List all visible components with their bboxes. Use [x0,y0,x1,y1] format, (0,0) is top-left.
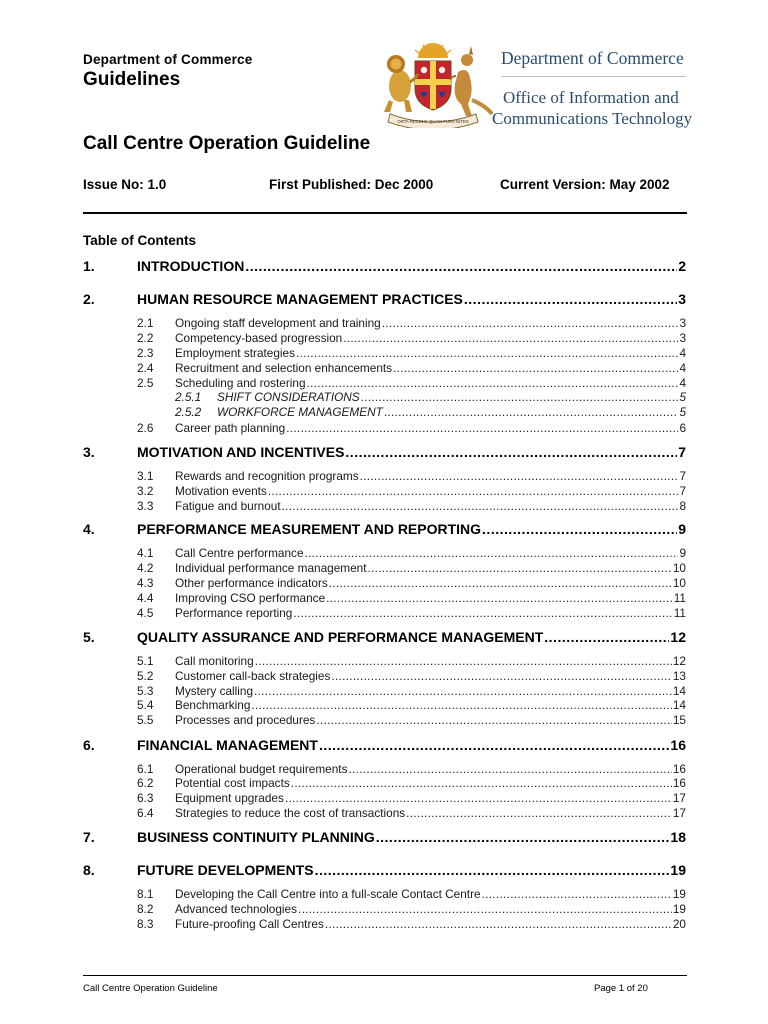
toc-entry-number: 6.4 [137,806,154,820]
toc-dot-leader [360,469,679,483]
toc-entry-title: Potential cost impacts [175,776,290,790]
toc-section-entry[interactable] [83,862,686,880]
toc-dot-leader [343,331,678,345]
toc-dot-leader [307,376,679,390]
toc-dot-leader [464,291,677,307]
toc-dot-leader [482,887,672,901]
toc-entry-page: 19 [672,902,686,916]
toc-entry-page: 14 [672,698,686,712]
toc-entry-page: 3 [678,291,686,307]
toc-subsection-entry[interactable] [137,902,686,917]
toc-dot-leader [319,737,669,753]
toc-section-entry[interactable] [83,444,686,462]
toc-subsection-entry[interactable] [137,346,686,361]
lion-supporter-icon [384,55,418,112]
toc-entry-number: 2.5.2 [175,405,202,419]
toc-entry-page: 19 [670,862,686,878]
footer-divider [83,975,687,976]
toc-entry-page: 5 [679,390,686,404]
toc-entry-title: QUALITY ASSURANCE AND PERFORMANCE MANAGEMENT [137,629,544,645]
toc-entry-number: 2. [83,291,95,307]
toc-entry-title: Performance reporting [175,606,293,620]
toc-dot-leader [367,561,671,575]
toc-subsection-entry[interactable] [137,376,686,391]
toc-dot-leader [251,698,671,712]
current-version: Current Version: May 2002 [500,177,670,192]
brand-department-name: Department of Commerce [501,48,684,68]
toc-dot-leader [305,546,679,560]
toc-entry-page: 16 [670,737,686,753]
toc-entry-title: Competency-based progression [175,331,343,345]
toc-entry-title: MOTIVATION AND INCENTIVES [137,444,345,460]
toc-subsubsection-entry[interactable] [175,390,686,405]
toc-entry-title: Advanced technologies [175,902,297,916]
toc-entry-title: Strategies to reduce the cost of transactions [175,806,406,820]
toc-entry-number: 4.2 [137,561,154,575]
toc-subsection-entry[interactable] [137,421,686,436]
toc-entry-title: Mystery calling [175,684,254,698]
toc-dot-leader [285,791,672,805]
toc-entry-title: Employment strategies [175,346,295,360]
toc-entry-page: 7 [679,469,686,483]
brand-office-line-1: Office of Information and [503,88,679,107]
toc-entry-page: 4 [679,361,686,375]
toc-section-entry[interactable] [83,829,686,847]
page-title: Call Centre Operation Guideline [83,133,371,154]
toc-entry-number: 2.1 [137,316,154,330]
toc-entry-title: Operational budget requirements [175,762,348,776]
toc-entry-title: Call monitoring [175,654,254,668]
toc-entry-title: Benchmarking [175,698,251,712]
toc-entry-page: 16 [672,762,686,776]
toc-entry-number: 4.5 [137,606,154,620]
toc-subsection-entry[interactable] [137,887,686,902]
toc-subsection-entry[interactable] [137,546,686,561]
toc-entry-title: Other performance indicators [175,576,328,590]
brand-divider [501,76,686,77]
toc-entry-number: 2.4 [137,361,154,375]
toc-entry-number: 2.5 [137,376,154,390]
toc-dot-leader [254,684,672,698]
toc-entry-page: 20 [672,917,686,931]
toc-entry-page: 6 [679,421,686,435]
toc-entry-page: 12 [672,654,686,668]
toc-entry-title: Processes and procedures [175,713,316,727]
footer-document-title: Call Centre Operation Guideline [83,983,218,994]
toc-dot-leader [325,917,672,931]
toc-entry-number: 8.1 [137,887,154,901]
toc-entry-number: 3.1 [137,469,154,483]
toc-subsection-entry[interactable] [137,698,686,713]
toc-entry-page: 10 [672,576,686,590]
toc-subsection-entry[interactable] [137,331,686,346]
toc-subsection-entry[interactable] [137,713,686,728]
toc-dot-leader [316,713,672,727]
shield-icon [415,61,451,110]
toc-entry-number: 3. [83,444,95,460]
toc-entry-title: Career path planning [175,421,286,435]
toc-entry-number: 5.5 [137,713,154,727]
toc-subsubsection-entry[interactable] [175,405,686,420]
toc-entry-number: 4.1 [137,546,154,560]
toc-entry-title: PERFORMANCE MEASUREMENT AND REPORTING [137,521,482,537]
toc-entry-title: SHIFT CONSIDERATIONS [217,390,360,404]
toc-dot-leader [348,762,671,776]
toc-entry-page: 4 [679,376,686,390]
toc-dot-leader [293,606,672,620]
toc-entry-page: 3 [679,331,686,345]
toc-entry-page: 7 [679,484,686,498]
toc-entry-page: 17 [672,806,686,820]
toc-entry-number: 6.1 [137,762,154,776]
toc-dot-leader [329,576,672,590]
toc-entry-page: 12 [670,629,686,645]
toc-entry-title: Improving CSO performance [175,591,326,605]
toc-entry-page: 13 [672,669,686,683]
toc-subsection-entry[interactable] [137,561,686,576]
toc-subsection-entry[interactable] [137,591,686,606]
toc-entry-title: WORKFORCE MANAGEMENT [217,405,383,419]
toc-entry-number: 7. [83,829,95,845]
toc-entry-number: 6.3 [137,791,154,805]
toc-entry-title: FINANCIAL MANAGEMENT [137,737,318,753]
toc-dot-leader [376,829,670,845]
issue-number: Issue No: 1.0 [83,177,167,192]
toc-entry-page: 17 [672,791,686,805]
toc-entry-page: 16 [672,776,686,790]
toc-dot-leader [345,444,677,460]
toc-subsection-entry[interactable] [137,791,686,806]
toc-subsection-entry[interactable] [137,316,686,331]
document-type-label: Guidelines [83,69,181,90]
toc-dot-leader [393,361,678,375]
toc-subsection-entry[interactable] [137,776,686,791]
toc-entry-page: 11 [673,591,686,605]
toc-dot-leader [282,499,679,513]
motto-text: ORTA RECENS QUAM PURA NITES [397,119,469,124]
toc-entry-title: Individual performance management [175,561,367,575]
toc-dot-leader [482,521,677,537]
toc-dot-leader [384,405,679,419]
toc-entry-number: 3.2 [137,484,154,498]
toc-entry-number: 4. [83,521,95,537]
toc-dot-leader [326,591,673,605]
toc-entry-title: Call Centre performance [175,546,304,560]
toc-subsection-entry[interactable] [137,499,686,514]
toc-entry-number: 8.3 [137,917,154,931]
first-published: First Published: Dec 2000 [269,177,434,192]
toc-section-entry[interactable] [83,737,686,755]
toc-dot-leader [298,902,672,916]
toc-entry-number: 5.3 [137,684,154,698]
toc-dot-leader [286,421,678,435]
toc-section-entry[interactable] [83,629,686,647]
toc-dot-leader [255,654,672,668]
toc-entry-title: INTRODUCTION [137,258,245,274]
toc-subsection-entry[interactable] [137,684,686,699]
toc-subsection-entry[interactable] [137,917,686,932]
toc-entry-page: 10 [672,561,686,575]
toc-entry-title: Motivation events [175,484,267,498]
toc-entry-number: 2.2 [137,331,154,345]
toc-entry-page: 2 [678,258,686,274]
header-divider [83,212,687,214]
toc-entry-number: 4.4 [137,591,154,605]
toc-entry-title: Rewards and recognition programs [175,469,359,483]
toc-subsection-entry[interactable] [137,762,686,777]
toc-entry-number: 5.2 [137,669,154,683]
toc-dot-leader [382,316,679,330]
toc-entry-page: 9 [678,521,686,537]
toc-section-entry[interactable] [83,521,686,539]
toc-entry-page: 14 [672,684,686,698]
toc-subsection-entry[interactable] [137,484,686,499]
toc-entry-number: 2.3 [137,346,154,360]
toc-dot-leader [544,629,669,645]
toc-entry-number: 3.3 [137,499,154,513]
toc-subsection-entry[interactable] [137,606,686,621]
toc-entry-page: 4 [679,346,686,360]
toc-entry-title: FUTURE DEVELOPMENTS [137,862,314,878]
toc-entry-number: 8.2 [137,902,154,916]
toc-entry-title: Customer call-back strategies [175,669,331,683]
toc-entry-number: 6.2 [137,776,154,790]
toc-entry-title: Recruitment and selection enhancements [175,361,393,375]
toc-entry-title: Fatigue and burnout [175,499,281,513]
toc-entry-title: Ongoing staff development and training [175,316,381,330]
toc-entry-number: 5. [83,629,95,645]
toc-dot-leader [331,669,671,683]
coat-of-arms-crest [372,42,494,128]
toc-entry-page: 19 [672,887,686,901]
toc-subsection-entry[interactable] [137,361,686,376]
toc-entry-number: 5.1 [137,654,154,668]
toc-entry-page: 9 [679,546,686,560]
toc-entry-page: 15 [672,713,686,727]
toc-dot-leader [296,346,678,360]
toc-heading: Table of Contents [83,233,196,248]
rising-sun-icon [415,43,451,58]
toc-subsection-entry[interactable] [137,654,686,669]
toc-subsection-entry[interactable] [137,576,686,591]
toc-entry-page: 5 [679,405,686,419]
toc-section-entry[interactable] [83,258,686,276]
toc-dot-leader [245,258,677,274]
department-label: Department of Commerce [83,52,253,67]
toc-entry-title: Developing the Call Centre into a full-scale Contact Centre [175,887,481,901]
toc-dot-leader [315,862,670,878]
toc-dot-leader [361,390,679,404]
toc-entry-title: Equipment upgrades [175,791,284,805]
toc-dot-leader [406,806,672,820]
kangaroo-supporter-icon [450,46,492,116]
toc-entry-number: 2.5.1 [175,390,202,404]
toc-entry-title: Scheduling and rostering [175,376,306,390]
toc-entry-number: 2.6 [137,421,154,435]
toc-dot-leader [268,484,679,498]
toc-section-entry[interactable] [83,291,686,309]
toc-entry-number: 4.3 [137,576,154,590]
toc-entry-page: 11 [673,606,686,620]
toc-entry-page: 3 [679,316,686,330]
toc-entry-number: 5.4 [137,698,154,712]
toc-dot-leader [291,776,672,790]
toc-subsection-entry[interactable] [137,806,686,821]
toc-entry-page: 7 [678,444,686,460]
toc-entry-page: 18 [670,829,686,845]
brand-office-line-2: Communications Technology [492,109,693,128]
toc-entry-number: 8. [83,862,95,878]
toc-subsection-entry[interactable] [137,469,686,484]
toc-entry-number: 6. [83,737,95,753]
toc-entry-title: BUSINESS CONTINUITY PLANNING [137,829,375,845]
footer-page-number: Page 1 of 20 [594,983,648,994]
toc-entry-title: HUMAN RESOURCE MANAGEMENT PRACTICES [137,291,463,307]
toc-entry-page: 8 [679,499,686,513]
toc-subsection-entry[interactable] [137,669,686,684]
toc-entry-number: 1. [83,258,95,274]
toc-entry-title: Future-proofing Call Centres [175,917,324,931]
